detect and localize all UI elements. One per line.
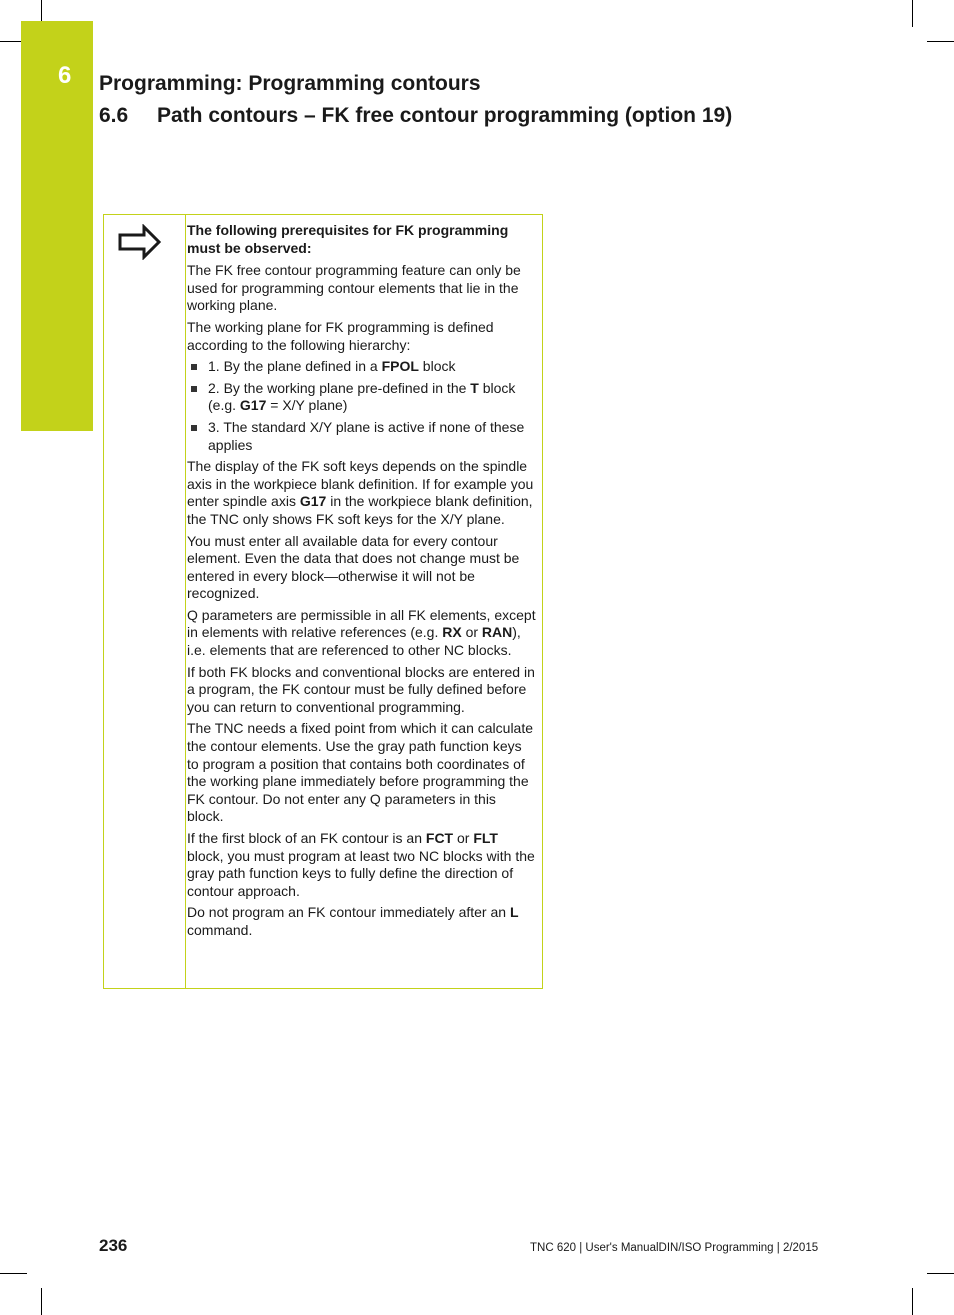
note-paragraph: You must enter all available data for every contour element. Even the data that does not change must be entered in every block—otherwise it will not be recognized. [187, 532, 520, 602]
note-heading: The following prerequisites for FK programming must be observed: [187, 222, 509, 256]
crop-mark [912, 0, 913, 27]
section-number: 6.6 [99, 104, 129, 127]
page-number: 236 [99, 1236, 128, 1255]
note-paragraph: Q parameters are permissible in all FK elements, except in elements with relative references (e.g. RX or RAN), i.e. elements that are referenced to other NC blocks. [187, 606, 536, 659]
bullet-icon [191, 425, 197, 431]
note-paragraph: The working plane for FK programming is defined according to the following hierarchy: [187, 318, 494, 353]
note-paragraph: The TNC needs a fixed point from which it can calculate the contour elements. Use the gray path function keys to program a position that contains both coordinates of the working plane immediately before programming the FK contour. Do not enter any Q parameters in this block. [187, 720, 534, 825]
crop-mark [927, 41, 954, 42]
footer-text: TNC 620 | User's ManualDIN/ISO Programming | 2/2015 [530, 1242, 819, 1254]
crop-mark [41, 1288, 42, 1315]
crop-mark [0, 1273, 27, 1274]
section-title-text: Path contours – FK free contour programming (option 19) [157, 104, 733, 127]
note-paragraph: Do not program an FK contour immediately after an L command. [187, 904, 519, 938]
bullet-icon [191, 386, 197, 392]
crop-mark [927, 1273, 954, 1274]
list-item: 3. The standard X/Y plane is active if none of these applies [187, 419, 536, 454]
chapter-number: 6 [58, 62, 72, 89]
chapter-tab [21, 21, 93, 431]
note-paragraph: If both FK blocks and conventional blocks are entered in a program, the FK contour must be fully defined before you can return to conventional programming. [187, 663, 535, 715]
note-paragraph: If the first block of an FK contour is an FCT or FLT block, you must program at least two NC blocks with the gray path function keys to fully define the direction of contour approach. [187, 830, 535, 899]
list-item: 2. By the working plane pre-defined in the T block (e.g. G17 = X/Y plane) [187, 380, 536, 415]
hierarchy-list [187, 358, 536, 454]
bullet-icon [191, 364, 197, 370]
list-item: 1. By the plane defined in a FPOL block [187, 358, 536, 376]
note-content [187, 222, 536, 944]
section-title [99, 104, 732, 128]
note-divider [185, 214, 186, 988]
note-paragraph: The display of the FK soft keys depends on the spindle axis in the workpiece blank definition. If for example you enter spindle axis G17 in the workpiece blank definition, the TNC only shows FK soft keys for the X/Y plane. [187, 458, 534, 527]
crop-mark [912, 1288, 913, 1315]
chapter-title: Programming: Programming contours [99, 72, 481, 95]
arrow-right-icon [118, 224, 162, 260]
note-paragraph: The FK free contour programming feature can only be used for programming contour elements that lie in the working plane. [187, 262, 521, 314]
